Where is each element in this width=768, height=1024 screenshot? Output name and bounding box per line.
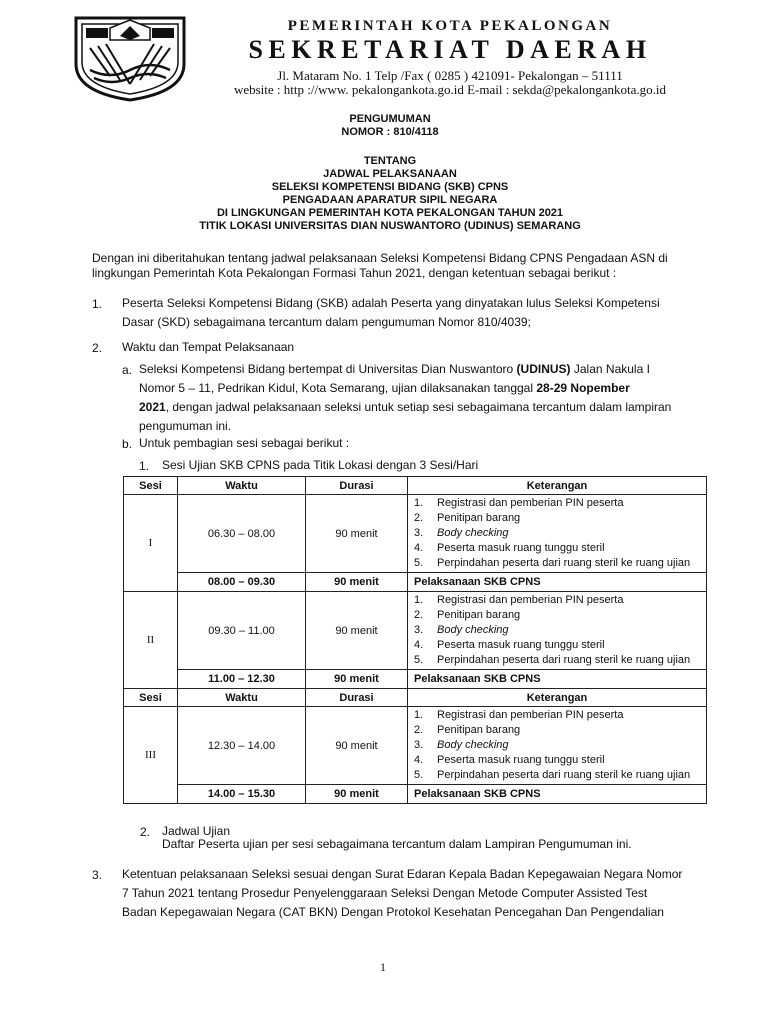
- step-item: [414, 723, 706, 738]
- step-item: [414, 738, 706, 753]
- announcement-about: TENTANG: [363, 155, 417, 167]
- durasi-cell: 90 menit: [306, 592, 408, 670]
- step-item: [414, 496, 706, 511]
- step-text: Body checking: [437, 624, 509, 636]
- step-text: Perpindahan peserta dari ruang steril ke ruang ujian: [437, 654, 691, 666]
- table-header-cell: Durasi: [306, 689, 408, 707]
- step-number: 2.: [414, 724, 424, 736]
- item2a-line: [139, 398, 671, 417]
- step-item: [414, 526, 706, 541]
- sub-item-label: a.: [122, 363, 133, 377]
- step-number: 4.: [414, 542, 424, 554]
- exam-keterangan-cell: Pelaksanaan SKB CPNS: [408, 785, 707, 804]
- letterhead-address: Jl. Mataram No. 1 Telp /Fax ( 0285 ) 421091- Pekalongan – 51111: [277, 68, 623, 83]
- text-run: Seleksi Kompetensi Bidang bertempat di Universitas Dian Nuswantoro: [139, 362, 514, 376]
- session-table: [123, 476, 707, 804]
- subject-line: TITIK LOKASI UNIVERSITAS DIAN NUSWANTORO (UDINUS) SEMARANG: [199, 220, 581, 232]
- item3-line: Ketentuan pelaksanaan Seleksi sesuai dengan Surat Edaran Kepala Badan Kepegawaian Negara Nomor: [122, 867, 683, 881]
- text-run: , dengan jadwal pelaksanaan seleksi untuk setiap sesi sebagaimana tercantum dalam lampiran: [165, 400, 672, 414]
- session-cell: II: [124, 592, 178, 689]
- item2a-line: [139, 360, 699, 379]
- text-bold: 28-29 Nopember: [536, 381, 630, 395]
- step-number: 4.: [414, 639, 424, 651]
- announcement-number: NOMOR : 810/4118: [341, 126, 439, 138]
- step-text: Peserta masuk ruang tunggu steril: [437, 754, 605, 766]
- letterhead-website: website : http ://www. pekalongankota.go.id E-mail : sekda@pekalongankota.go.id: [233, 82, 667, 97]
- table-row: [124, 785, 707, 804]
- step-item: [414, 753, 706, 768]
- keterangan-cell: [408, 707, 707, 785]
- step-item: [414, 541, 706, 556]
- exam-keterangan-cell: Pelaksanaan SKB CPNS: [408, 670, 707, 689]
- table-row: [124, 707, 707, 785]
- table-header-cell: Waktu: [178, 689, 306, 707]
- letterhead-department: SEKRETARIAT DAERAH: [248, 35, 652, 64]
- city-emblem-icon: [70, 14, 190, 102]
- table-header-row: [124, 689, 707, 707]
- keterangan-cell: [408, 495, 707, 573]
- step-text: Perpindahan peserta dari ruang steril ke ruang ujian: [437, 769, 691, 781]
- item-number: 2.: [92, 341, 103, 355]
- session-cell: III: [124, 707, 178, 804]
- step-item: [414, 623, 706, 638]
- item1-line: Dasar (SKD) sebagaimana tercantum dalam pengumuman Nomor 810/4039;: [122, 315, 531, 329]
- step-text: Penitipan barang: [437, 512, 521, 524]
- table-header-cell: Keterangan: [408, 689, 707, 707]
- text-bold: 2021: [139, 400, 166, 414]
- item2-title: Waktu dan Tempat Pelaksanaan: [122, 340, 295, 354]
- letterhead-government: PEMERINTAH KOTA PEKALONGAN: [287, 18, 613, 34]
- intro-line: lingkungan Pemerintah Kota Pekalongan Formasi Tahun 2021, dengan ketentuan sebagai berikut :: [92, 266, 617, 280]
- exam-waktu-cell: 11.00 – 12.30: [178, 670, 306, 689]
- table-header-row: [124, 477, 707, 495]
- step-number: 3.: [414, 527, 424, 539]
- keterangan-cell: [408, 592, 707, 670]
- session-cell: I: [124, 495, 178, 592]
- waktu-cell: 06.30 – 08.00: [178, 495, 306, 573]
- step-number: 2.: [414, 512, 424, 524]
- intro-line: Dengan ini diberitahukan tentang jadwal pelaksanaan Seleksi Kompetensi Bidang CPNS Pengadaan ASN di: [92, 251, 668, 265]
- item-number: 3.: [92, 868, 103, 882]
- table-header-cell: Durasi: [306, 477, 408, 495]
- waktu-cell: 09.30 – 11.00: [178, 592, 306, 670]
- table-row: [124, 573, 707, 592]
- step-item: [414, 638, 706, 653]
- step-number: 5.: [414, 769, 424, 781]
- exam-keterangan-cell: Pelaksanaan SKB CPNS: [408, 573, 707, 592]
- step-text: Peserta masuk ruang tunggu steril: [437, 542, 605, 554]
- subject-line: SELEKSI KOMPETENSI BIDANG (SKB) CPNS: [271, 181, 509, 193]
- step-number: 5.: [414, 654, 424, 666]
- step-text: Body checking: [437, 527, 509, 539]
- item2b1-text: Sesi Ujian SKB CPNS pada Titik Lokasi dengan 3 Sesi/Hari: [162, 458, 479, 472]
- step-item: [414, 608, 706, 623]
- item1-line: Peserta Seleksi Kompetensi Bidang (SKB) adalah Peserta yang dinyatakan lulus Seleksi Kompetensi: [122, 296, 660, 310]
- table-header-cell: Sesi: [124, 477, 178, 495]
- subject-line: PENGADAAN APARATUR SIPIL NEGARA: [282, 194, 498, 206]
- waktu-cell: 12.30 – 14.00: [178, 707, 306, 785]
- step-item: [414, 768, 706, 783]
- step-item: [414, 556, 706, 571]
- step-number: 2.: [414, 609, 424, 621]
- exam-durasi-cell: 90 menit: [306, 785, 408, 804]
- durasi-cell: 90 menit: [306, 495, 408, 573]
- sub-sub-item-number: 1.: [139, 459, 150, 473]
- step-number: 1.: [414, 594, 424, 606]
- step-item: [414, 593, 706, 608]
- step-number: 3.: [414, 739, 424, 751]
- item2a-line: [139, 379, 630, 398]
- item2a-line: pengumuman ini.: [139, 419, 232, 433]
- item3-line: Badan Kepegawaian Negara (CAT BKN) Dengan Protokol Kesehatan Pencegahan Dan Pengendalian: [122, 905, 664, 919]
- announcement-title: PENGUMUMAN: [349, 113, 431, 125]
- text-run: Nomor 5 – 11, Pedrikan Kidul, Kota Semarang, ujian dilaksanakan tanggal: [139, 381, 534, 395]
- exam-durasi-cell: 90 menit: [306, 670, 408, 689]
- exam-waktu-cell: 14.00 – 15.30: [178, 785, 306, 804]
- table-header-cell: Waktu: [178, 477, 306, 495]
- exam-durasi-cell: 90 menit: [306, 573, 408, 592]
- step-text: Registrasi dan pemberian PIN peserta: [437, 709, 624, 721]
- item-number: 1.: [92, 297, 103, 311]
- step-item: [414, 653, 706, 668]
- step-number: 1.: [414, 709, 424, 721]
- sub-item-number: 2.: [140, 825, 151, 839]
- step-text: Registrasi dan pemberian PIN peserta: [437, 497, 624, 509]
- step-text: Perpindahan peserta dari ruang steril ke ruang ujian: [437, 557, 691, 569]
- table-header-cell: Sesi: [124, 689, 178, 707]
- step-number: 4.: [414, 754, 424, 766]
- sub-item-label: b.: [122, 437, 133, 451]
- subject-line: JADWAL PELAKSANAAN: [323, 168, 457, 180]
- durasi-cell: 90 menit: [306, 707, 408, 785]
- page-number: 1: [380, 960, 386, 974]
- step-text: Penitipan barang: [437, 609, 521, 621]
- exam-waktu-cell: 08.00 – 09.30: [178, 573, 306, 592]
- text-run: Jalan Nakula I: [573, 362, 650, 376]
- step-item: [414, 511, 706, 526]
- step-text: Peserta masuk ruang tunggu steril: [437, 639, 605, 651]
- item3-line: 7 Tahun 2021 tentang Prosedur Penyelenggaraan Seleksi Dengan Metode Computer Assisted Test: [122, 886, 648, 900]
- item2b-text: Untuk pembagian sesi sebagai berikut :: [139, 436, 350, 450]
- step-text: Registrasi dan pemberian PIN peserta: [437, 594, 624, 606]
- text-bold: (UDINUS): [516, 362, 571, 376]
- subject-line: DI LINGKUNGAN PEMERINTAH KOTA PEKALONGAN TAHUN 2021: [216, 207, 564, 219]
- step-number: 1.: [414, 497, 424, 509]
- step-item: [414, 708, 706, 723]
- step-text: Penitipan barang: [437, 724, 521, 736]
- item2-2-title: Jadwal Ujian: [162, 824, 231, 838]
- table-row: [124, 670, 707, 689]
- step-number: 3.: [414, 624, 424, 636]
- item2-2-text: Daftar Peserta ujian per sesi sebagaimana tercantum dalam Lampiran Pengumuman ini.: [162, 837, 632, 851]
- step-number: 5.: [414, 557, 424, 569]
- table-row: [124, 495, 707, 573]
- table-header-cell: Keterangan: [408, 477, 707, 495]
- step-text: Body checking: [437, 739, 509, 751]
- table-row: [124, 592, 707, 670]
